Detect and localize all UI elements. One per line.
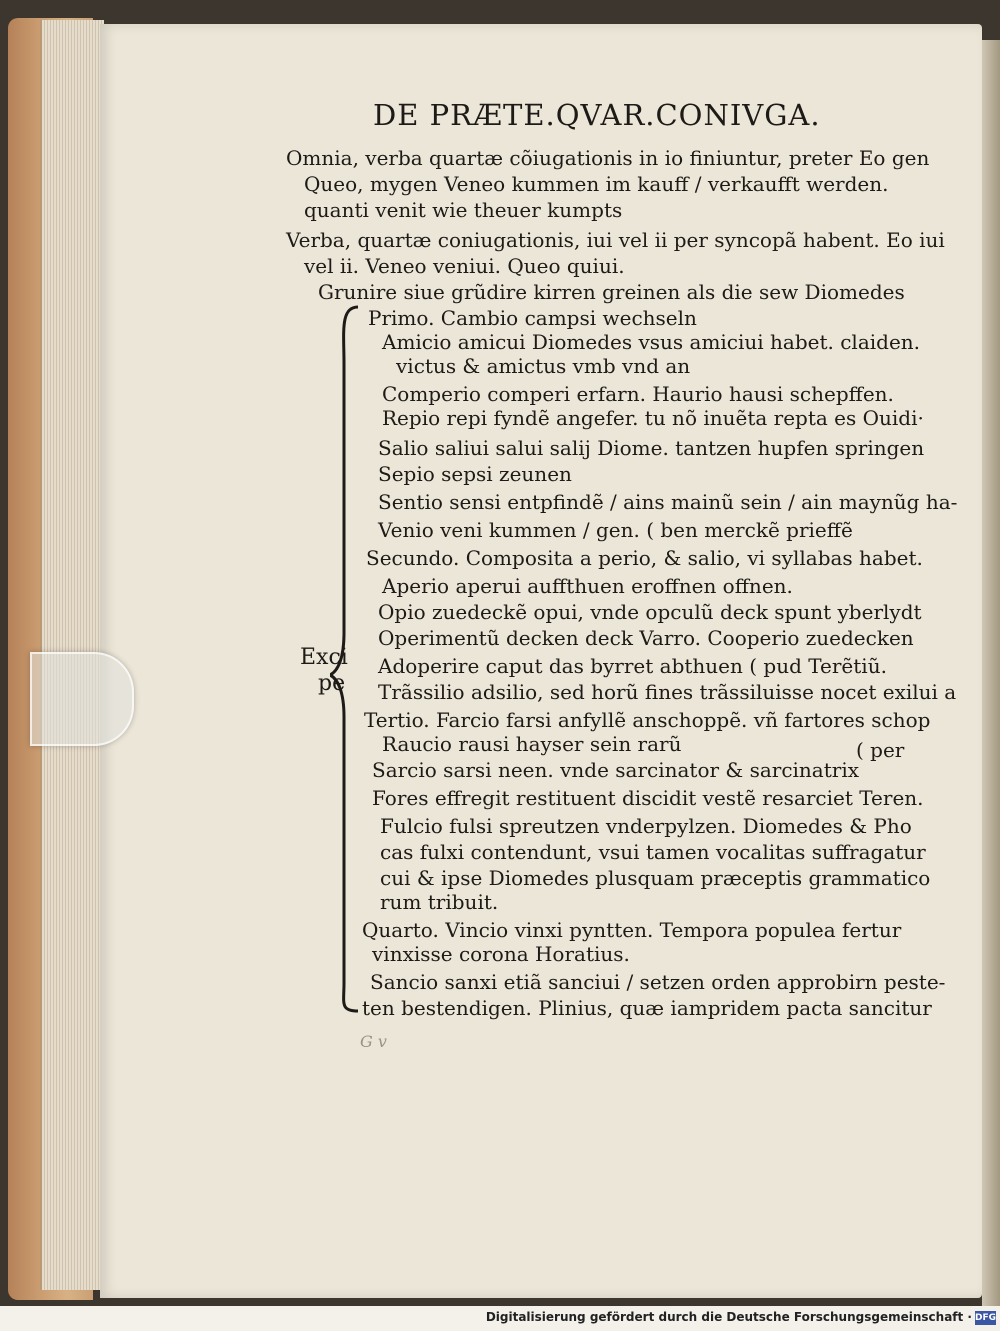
text-line: Quarto. Vincio vinxi pyntten. Tempora populea fertur: [362, 918, 902, 942]
text-line: Sancio sanxi etiã sanciui / setzen orden approbirn peste-: [370, 970, 946, 994]
text-line: Amicio amicui Diomedes vsus amiciui habet. claiden.: [382, 330, 921, 354]
page-signature: G v: [360, 1032, 387, 1051]
text-line: Repio repi fyndẽ angefer. tu nõ inuẽta repta es Ouidi·: [382, 406, 924, 430]
text-line: vel ii. Veneo veniui. Queo quiui.: [304, 254, 625, 278]
text-line: vinxisse corona Horatius.: [372, 942, 630, 966]
text-line: Sepio sepsi zeunen: [378, 462, 572, 486]
text-line: Fores effregit restituent discidit vestẽ resarciet Teren.: [372, 786, 924, 810]
text-line: Opio zuedeckẽ opui, vnde opculũ deck spunt yberlydt: [378, 600, 922, 624]
text-line: Aperio aperui auffthuen eroffnen offnen.: [382, 574, 793, 598]
page-title: DE PRÆTE.QVAR.CONIVGA.: [373, 98, 821, 132]
text-line: Adoperire caput das byrret abthuen ( pud Terẽtiũ.: [378, 654, 887, 678]
text-line: Trãssilio adsilio, sed horũ fines trãssiluisse nocet exilui a: [378, 680, 957, 704]
margin-label: pe: [318, 671, 346, 696]
text-line: Omnia, verba quartæ cõiugationis in io finiuntur, preter Eo gen: [286, 146, 930, 170]
footer-credit: Digitalisierung gefördert durch die Deutsche Forschungsgemeinschaft ·: [485, 1310, 972, 1324]
text-line: Sentio sensi entpfindẽ / ains mainũ sein / ain maynũg ha-: [378, 490, 958, 514]
text-line: quanti venit wie theuer kumpts: [304, 198, 623, 222]
dfg-logo: DFG: [975, 1313, 997, 1323]
text-line: Venio veni kummen / gen. ( ben merckẽ prieffẽ: [378, 518, 853, 542]
text-line: Grunire siue grũdire kirren greinen als die sew Diomedes: [318, 280, 905, 304]
text-line: Operimentũ decken deck Varro. Cooperio zuedecken: [378, 626, 914, 650]
text-line: rum tribuit.: [380, 890, 499, 914]
margin-label: Exci: [300, 645, 348, 670]
text-line: Queo, mygen Veneo kummen im kauff / verkaufft werden.: [304, 172, 889, 196]
text-line: Sarcio sarsi neen. vnde sarcinator & sarcinatrix: [372, 758, 860, 782]
text-line: ten bestendigen. Plinius, quæ iampridem pacta sancitur: [362, 996, 932, 1020]
text-line: Salio saliui salui salij Diome. tantzen hupfen springen: [378, 436, 925, 460]
facing-page-edge: [982, 40, 1000, 1306]
text-line: victus & amictus vmb vnd an: [396, 354, 691, 378]
text-line: Primo. Cambio campsi wechseln: [368, 306, 697, 330]
text-line: cui & ipse Diomedes plusquam præceptis grammatico: [380, 866, 931, 890]
text-line: Verba, quartæ coniugationis, iui vel ii per syncopã habent. Eo iui: [286, 228, 945, 252]
text-line: Fulcio fulsi spreutzen vnderpylzen. Diomedes & Pho: [380, 814, 912, 838]
text-line: ( per: [856, 738, 905, 762]
text-line: cas fulxi contendunt, vsui tamen vocalitas suffragatur: [380, 840, 926, 864]
text-line: Tertio. Farcio farsi anfyllẽ anschoppẽ. vñ fartores schop: [364, 708, 931, 732]
text-line: Secundo. Composita a perio, & salio, vi syllabas habet.: [366, 546, 923, 570]
page-clip: [30, 652, 134, 746]
text-line: Raucio rausi hayser sein rarũ: [382, 732, 682, 756]
text-line: Comperio comperi erfarn. Haurio hausi schepffen.: [382, 382, 894, 406]
footer-bar: [0, 1306, 1000, 1331]
